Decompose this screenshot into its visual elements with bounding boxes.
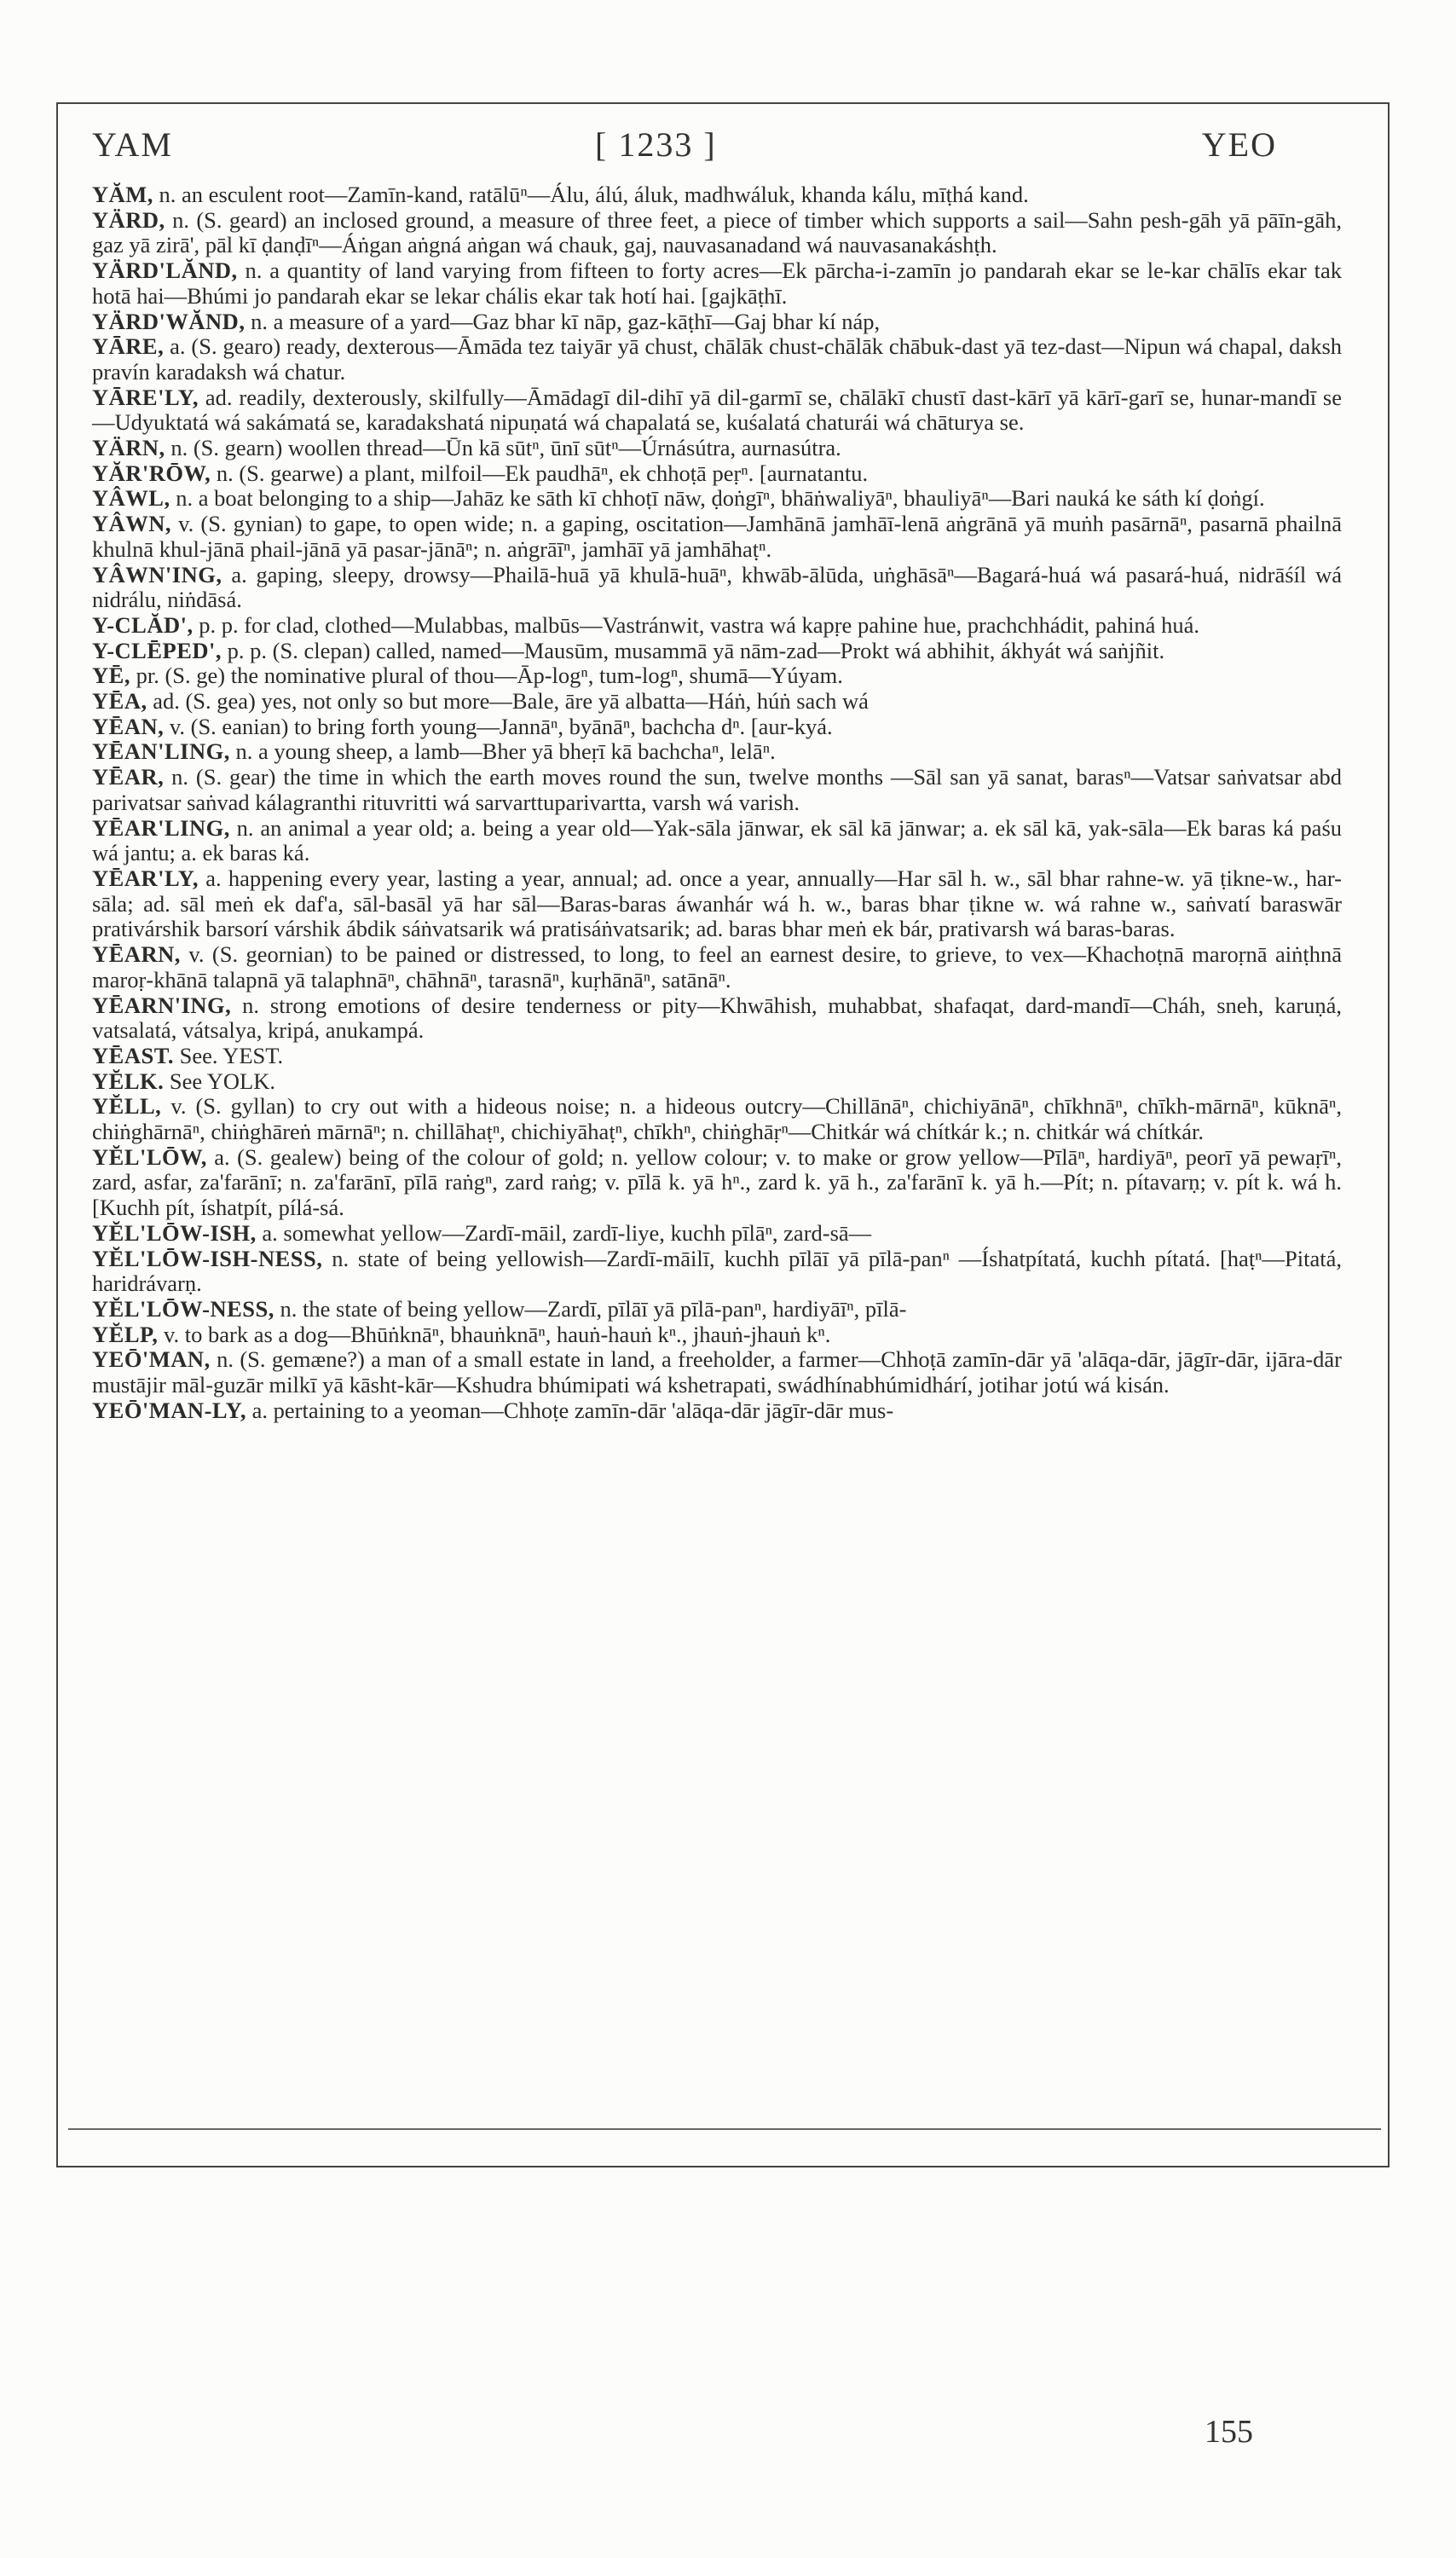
entry-definition: a. (S. gealew) being of the colour of gold; n. yellow colour; v. to make or grow yellow—Pīlāⁿ, hardiyāⁿ, peorī yā pewaṛīⁿ, zard, asfar, za'farānī; n. za'farānī, pīlā raṅgⁿ, zard raṅg; v. pīlā k. yā hⁿ., zard k. yā h., za'farānī k. yā h.—Pít; n. pítavarṇ; v. pít k. wá h. [Kuchh pít, íshatpít, pílá-sá. [92, 1143, 1342, 1221]
entry-definition: v. (S. gyllan) to cry out with a hideous noise; n. a hideous outcry—Chillānāⁿ, chichiyānāⁿ, chīkhnāⁿ, chīkh-mārnāⁿ, kūknāⁿ, chiṅghārnāⁿ, chiṅghāreṅ mārnāⁿ; n. chillāhaṭⁿ, chichiyāhaṭⁿ, chīkhⁿ, chiṅghāṛⁿ—Chitkár wá chítkár k.; n. chitkár wá chítkár. [92, 1093, 1343, 1145]
bottom-rule [68, 2128, 1381, 2130]
dictionary-entry [92, 765, 1342, 815]
header-page-number: [ 1233 ] [595, 125, 717, 164]
dictionary-entry [92, 310, 1342, 335]
dictionary-entry [92, 1069, 1342, 1095]
entry-headword: YĒAST. [92, 1042, 175, 1068]
dictionary-entry [92, 942, 1342, 993]
dictionary-entry [92, 436, 1342, 461]
entry-definition: a. (S. gearo) ready, dexterous—Āmāda tez taiyār yā chust, chālāk chust-chālāk chābuk-dast yā tez-dast—Nipun wá chapal, daksh pravín karadaksh wá chatur. [92, 333, 1343, 385]
entry-headword: YĔL'LŌW-ISH-NESS, [92, 1245, 323, 1271]
entry-headword: YÄRN, [92, 435, 165, 461]
entry-headword: YĒAR'LING, [92, 814, 230, 841]
entry-headword: YÄRD'WĂND, [92, 308, 246, 334]
entry-headword: YĒARN'ING, [92, 992, 232, 1018]
dictionary-entry [92, 613, 1342, 639]
entry-definition: n. (S. gear) the time in which the earth moves round the sun, twelve months —Sāl san yā sanat, barasⁿ—Vatsar saṅvatsar abd parivatsar saṅvad kálagranthi rituvritti wá sarvarttuparivartta, varsh wá varish. [92, 764, 1343, 815]
entry-definition: n. the state of being yellow—Zardī, pīlāī yā pīlā-panⁿ, hardiyāīⁿ, pīlā- [280, 1295, 907, 1322]
entry-headword: YĒA, [92, 688, 147, 715]
dictionary-entry [92, 715, 1342, 740]
dictionary-entry [92, 739, 1342, 765]
entry-headword: YĂM, [92, 182, 153, 207]
dictionary-entry [92, 1221, 1342, 1247]
entry-definition: n. (S. gearwe) a plant, milfoil—Ek paudhāⁿ, ek chhoṭā peṛⁿ. [aurnatantu. [216, 460, 869, 486]
entry-definition: n. a young sheep, a lamb—Bher yā bheṛī kā bachchaⁿ, lelāⁿ. [235, 738, 776, 765]
entry-headword: YĔLK. [92, 1068, 165, 1094]
entry-headword: YĒAR'LY, [92, 865, 199, 891]
entry-headword: YĒAR, [92, 764, 165, 790]
entry-headword: YEŌ'MAN, [92, 1346, 211, 1373]
entry-headword: YĔL'LŌW-NESS, [92, 1295, 274, 1322]
dictionary-entry [92, 1094, 1342, 1144]
entry-headword: YĔL'LŌW-ISH, [92, 1219, 257, 1246]
dictionary-entry [92, 1322, 1342, 1348]
entry-headword: YĒARN, [92, 941, 181, 968]
entry-definition: p. p. (S. clepan) called, named—Mausūm, musammā yā nām-zad—Prokt wá abhihit, ákhyát wá saṅjñit. [227, 637, 1165, 663]
entry-headword: YÂWL, [92, 485, 170, 512]
dictionary-entry [92, 1044, 1342, 1069]
dictionary-entry [92, 1247, 1342, 1297]
entry-definition: a. somewhat yellow—Zardī-māil, zardī-liye, kuchh pīlāⁿ, zard-sā— [262, 1219, 872, 1246]
entry-definition: n. (S. gemæne?) a man of a small estate in land, a freeholder, a farmer—Chhoṭā zamīn-dār yā 'alāqa-dār, jāgīr-dār, ijāra-dār mustājir māl-guzār milkī yā kāsht-kār—Kshudra bhúmipati wá kshetrapati, swádhínabhúmidhárí, jotihar jotú wá kisán. [92, 1346, 1343, 1398]
entry-headword: YĒAN, [92, 713, 165, 739]
entry-headword: Y-CLĂD', [92, 611, 194, 638]
dictionary-entry [92, 1347, 1342, 1398]
footer-page-number: 155 [1205, 2414, 1253, 2450]
dictionary-entry [92, 512, 1342, 562]
dictionary-entries [92, 182, 1342, 1423]
entry-headword: YEŌ'MAN-LY, [92, 1397, 246, 1423]
entry-definition: n. (S. geard) an inclosed ground, a measure of three feet, a piece of timber which supports a sail—Sahn pesh-gāh yā pāīn-gāh, gaz yā zirā', pāl kī ḍanḍīⁿ—Áṅgan aṅgná aṅgan wá chauk, gaj, nauvasanadand wá nauvasanakáshṭh. [92, 206, 1342, 258]
running-header [92, 119, 1277, 182]
entry-definition: ad. (S. gea) yes, not only so but more—Bale, āre yā albatta—Háṅ, húṅ sach wá [153, 688, 869, 715]
entry-definition: v. (S. geornian) to be pained or distressed, to long, to feel an earnest desire, to grieve, to vex—Khachoṭnā maroṛnā aiṅṭhnā maroṛ-khānā talapnā yā talaphnāⁿ, chāhnāⁿ, tarasnāⁿ, kuṛhānāⁿ, satānāⁿ. [92, 941, 1343, 993]
dictionary-entry [92, 816, 1342, 866]
entry-headword: YĀRE'LY, [92, 384, 199, 410]
dictionary-entry [92, 182, 1342, 208]
dictionary-entry [92, 563, 1342, 613]
entry-definition: See YOLK. [169, 1068, 275, 1094]
entry-definition: See. YEST. [179, 1042, 284, 1068]
entry-definition: n. (S. gearn) woollen thread—Ūn kā sūtⁿ, ūnī sūtⁿ—Úrnásútra, aurnasútra. [170, 435, 841, 461]
entry-definition: pr. (S. ge) the nominative plural of thou—Āp-logⁿ, tum-logⁿ, shumā—Yúyam. [136, 663, 843, 689]
dictionary-entry [92, 689, 1342, 715]
dictionary-entry [92, 639, 1342, 664]
dictionary-entry [92, 385, 1342, 436]
entry-definition: p. p. for clad, clothed—Mulabbas, malbūs—Vastránwit, vastra wá kapṛe pahine hue, prachchhádit, pahiná huá. [199, 611, 1199, 638]
entry-headword: YĀRE, [92, 333, 165, 360]
dictionary-entry [92, 1297, 1342, 1322]
dictionary-entry [92, 663, 1342, 689]
entry-headword: YÄRD'LĂND, [92, 258, 238, 284]
entry-headword: YĒAN'LING, [92, 738, 230, 765]
entry-headword: YĔLL, [92, 1093, 162, 1120]
dictionary-entry [92, 258, 1342, 309]
dictionary-entry [92, 1398, 1342, 1424]
entry-headword: Y-CLĒPED', [92, 637, 222, 663]
entry-definition: n. strong emotions of desire tenderness or pity—Khwāhish, muhabbat, shafaqat, dard-mandī—Cháh, sneh, karuṇá, vatsalatá, vátsalya, kripá, anukampá. [92, 992, 1342, 1044]
header-right-guideword: YEO [1201, 125, 1277, 164]
entry-definition: a. gaping, sleepy, drowsy—Phailā-huā yā khulā-huāⁿ, khwāb-ālūda, uṅghāsāⁿ—Bagará-huá wá pasará-huá, nidrāśíl wá nidrálu, niṅdāsá. [92, 561, 1343, 613]
entry-headword: YÂWN'ING, [92, 561, 222, 587]
entry-definition: v. to bark as a dog—Bhūṅknāⁿ, bhauṅknāⁿ, hauṅ-hauṅ kⁿ., jhauṅ-jhauṅ kⁿ. [164, 1321, 831, 1347]
dictionary-entry [92, 993, 1342, 1044]
dictionary-entry [92, 208, 1342, 258]
dictionary-entry [92, 1145, 1342, 1221]
entry-headword: YÄRD, [92, 206, 165, 233]
dictionary-entry [92, 486, 1342, 512]
dictionary-entry [92, 866, 1342, 942]
entry-definition: a. pertaining to a yeoman—Chhoṭe zamīn-dār 'alāqa-dār jāgīr-dār mus- [251, 1397, 894, 1423]
entry-definition: n. a boat belonging to a ship—Jahāz ke sāth kī chhoṭī nāw, ḍoṅgīⁿ, bhāṅwaliyāⁿ, bhauliyāⁿ—Bari nauká ke sáth kí ḍoṅgí. [176, 485, 1265, 512]
entry-definition: a. happening every year, lasting a year, annual; ad. once a year, annually—Har sāl h. w., sāl bhar rahne-w. yā ṭikne-w., har-sāla; ad. sāl meṅ ek daf'a, sāl-basāl yā har sāl—Baras-baras áwanhár wá h. w., baras bhar ṭikne w. wá rahne w., saṅvatí baraswār prativárshik barsorí várshik ábdik sáṅvatsarik wá pratisáṅvatsarik; ad. baras bhar meṅ ek bár, prativarsh wá baras-baras. [92, 865, 1342, 942]
entry-headword: YĂR'RŌW, [92, 460, 211, 486]
entry-headword: YĔLP, [92, 1321, 159, 1347]
header-left-guideword: YAM [92, 125, 173, 164]
entry-headword: YĒ, [92, 663, 130, 689]
dictionary-entry [92, 334, 1342, 385]
entry-definition: v. (S. gynian) to gape, to open wide; n. a gaping, oscitation—Jamhānā jamhāī-lenā aṅgrānā yā muṅh pasārnāⁿ, pasarnā phailnā khulnā khul-jānā phail-jānā yā pasar-jānāⁿ; n. aṅgrāīⁿ, jamhāī yā jamhāhaṭⁿ. [92, 511, 1343, 562]
entry-headword: YĔL'LŌW, [92, 1143, 207, 1170]
entry-definition: n. state of being yellowish—Zardī-māilī, kuchh pīlāī yā pīlā-panⁿ —Íshatpítatá, kuchh pítatá. [haṭⁿ—Pitatá, haridrávarṇ. [92, 1245, 1342, 1297]
entry-definition: n. a measure of a yard—Gaz bhar kī nāp, gaz-kāṭhī—Gaj bhar kí náp, [251, 308, 881, 334]
entry-definition: n. a quantity of land varying from fifteen to forty acres—Ek pārcha-i-zamīn jo pandarah ekar se le-kar chālīs ekar tak hotā hai—Bhúmi jo pandarah ekar se lekar chális ekar tak hotí hai. [gajkāṭhī. [92, 258, 1342, 309]
entry-definition: ad. readily, dexterously, skilfully—Āmādagī dil-dihī yā dil-garmī se, chālākī chustī dast-kārī yā kārī-garī se, hunar-mandī se—Udyuktatá wá sakámatá se, karadakshatá nipuṇatá wá chapalatá se, kuśalatá chaturái wá chāturya se. [92, 384, 1342, 436]
entry-definition: v. (S. eanian) to bring forth young—Jannāⁿ, byānāⁿ, bachcha dⁿ. [aur-kyá. [169, 713, 833, 739]
dictionary-entry [92, 461, 1342, 487]
entry-definition: n. an animal a year old; a. being a year old—Yak-sāla jānwar, ek sāl kā jānwar; a. ek sāl kā, yak-sāla—Ek baras ká paśu wá jantu; a. ek baras ká. [92, 814, 1343, 866]
entry-definition: n. an esculent root—Zamīn-kand, ratālūⁿ—Álu, álú, áluk, madhwáluk, khanda kálu, mīṭhá kand. [159, 182, 1029, 207]
entry-headword: YÂWN, [92, 511, 172, 537]
